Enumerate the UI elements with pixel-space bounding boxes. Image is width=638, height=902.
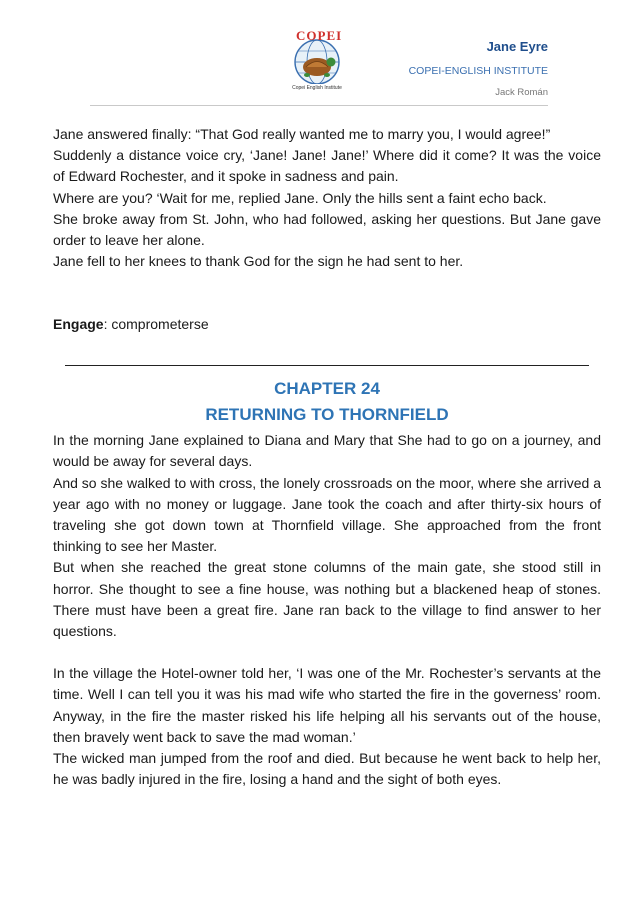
paragraph: In the morning Jane explained to Diana and Mary that She had to go on a journey, and would be away for several days.: [53, 432, 601, 470]
vocabulary-entry: [53, 314, 601, 335]
spacer: [53, 642, 601, 663]
logo-wordmark: COPEI: [296, 28, 343, 43]
spacer: [53, 272, 601, 314]
vocab-term: Engage: [53, 316, 104, 333]
logo-subtext: Copei English Institute: [292, 85, 342, 91]
section-divider: [65, 365, 589, 367]
author-name: Jack Román: [495, 87, 548, 98]
vocab-definition: comprometerse: [111, 316, 209, 333]
paragraph: In the village the Hotel-owner told her, ‘I was one of the Mr. Rochester’s servants at the time. Well I can tell you it was his mad wife who started the fire in the governess’ room. Anyway, in the fire the master risked his life helping all his servants out of the house, then bravely went back to save the mad woman.’: [53, 665, 601, 745]
paragraph: Suddenly a distance voice cry, ‘Jane! Jane! Jane!’ Where did it come? It was the voice of Edward Rochester, and it spoke in sadness and pain.: [53, 147, 601, 185]
chapter-number: CHAPTER 24: [274, 379, 380, 399]
paragraph: And so she walked to with cross, the lonely crossroads on the moor, where she arrived a year ago with no money or luggage. Jane took the coach and after thirty-six hours of traveling she got down town at Thornfield village. She approached from the front thinking to see her Master.: [53, 474, 601, 555]
chapter-title: RETURNING TO THORNFIELD: [205, 405, 449, 425]
institute-name: COPEI-ENGLISH INSTITUTE: [408, 65, 548, 77]
page-content: [53, 124, 601, 790]
paragraph: Jane fell to her knees to thank God for the sign he had sent to her.: [53, 253, 464, 270]
paragraph: Where are you? ‘Wait for me, replied Jane. Only the hills sent a faint echo back.: [53, 189, 547, 206]
paragraph: But when she reached the great stone columns of the main gate, she stood still in horror. She thought to see a fine house, was nothing but a blackened heap of stones. There must have been a great fire. Jane ran back to the village to find answer to her questions.: [53, 559, 601, 639]
header-divider: [90, 105, 548, 106]
paragraph: Jane answered finally: “That God really wanted me to marry you, I would agree!”: [53, 126, 551, 142]
book-title: Jane Eyre: [486, 39, 548, 54]
paragraph: She broke away from St. John, who had followed, asking her questions. But Jane gave order to leave her alone.: [53, 210, 601, 249]
vocab-separator: :: [103, 316, 112, 333]
page-header: [0, 0, 638, 110]
paragraph: The wicked man jumped from the roof and died. But because he went back to help her, he was badly injured in the fire, losing a hand and the sight of both eyes.: [53, 749, 601, 788]
copei-logo: [284, 26, 350, 96]
header-info: [409, 38, 548, 99]
